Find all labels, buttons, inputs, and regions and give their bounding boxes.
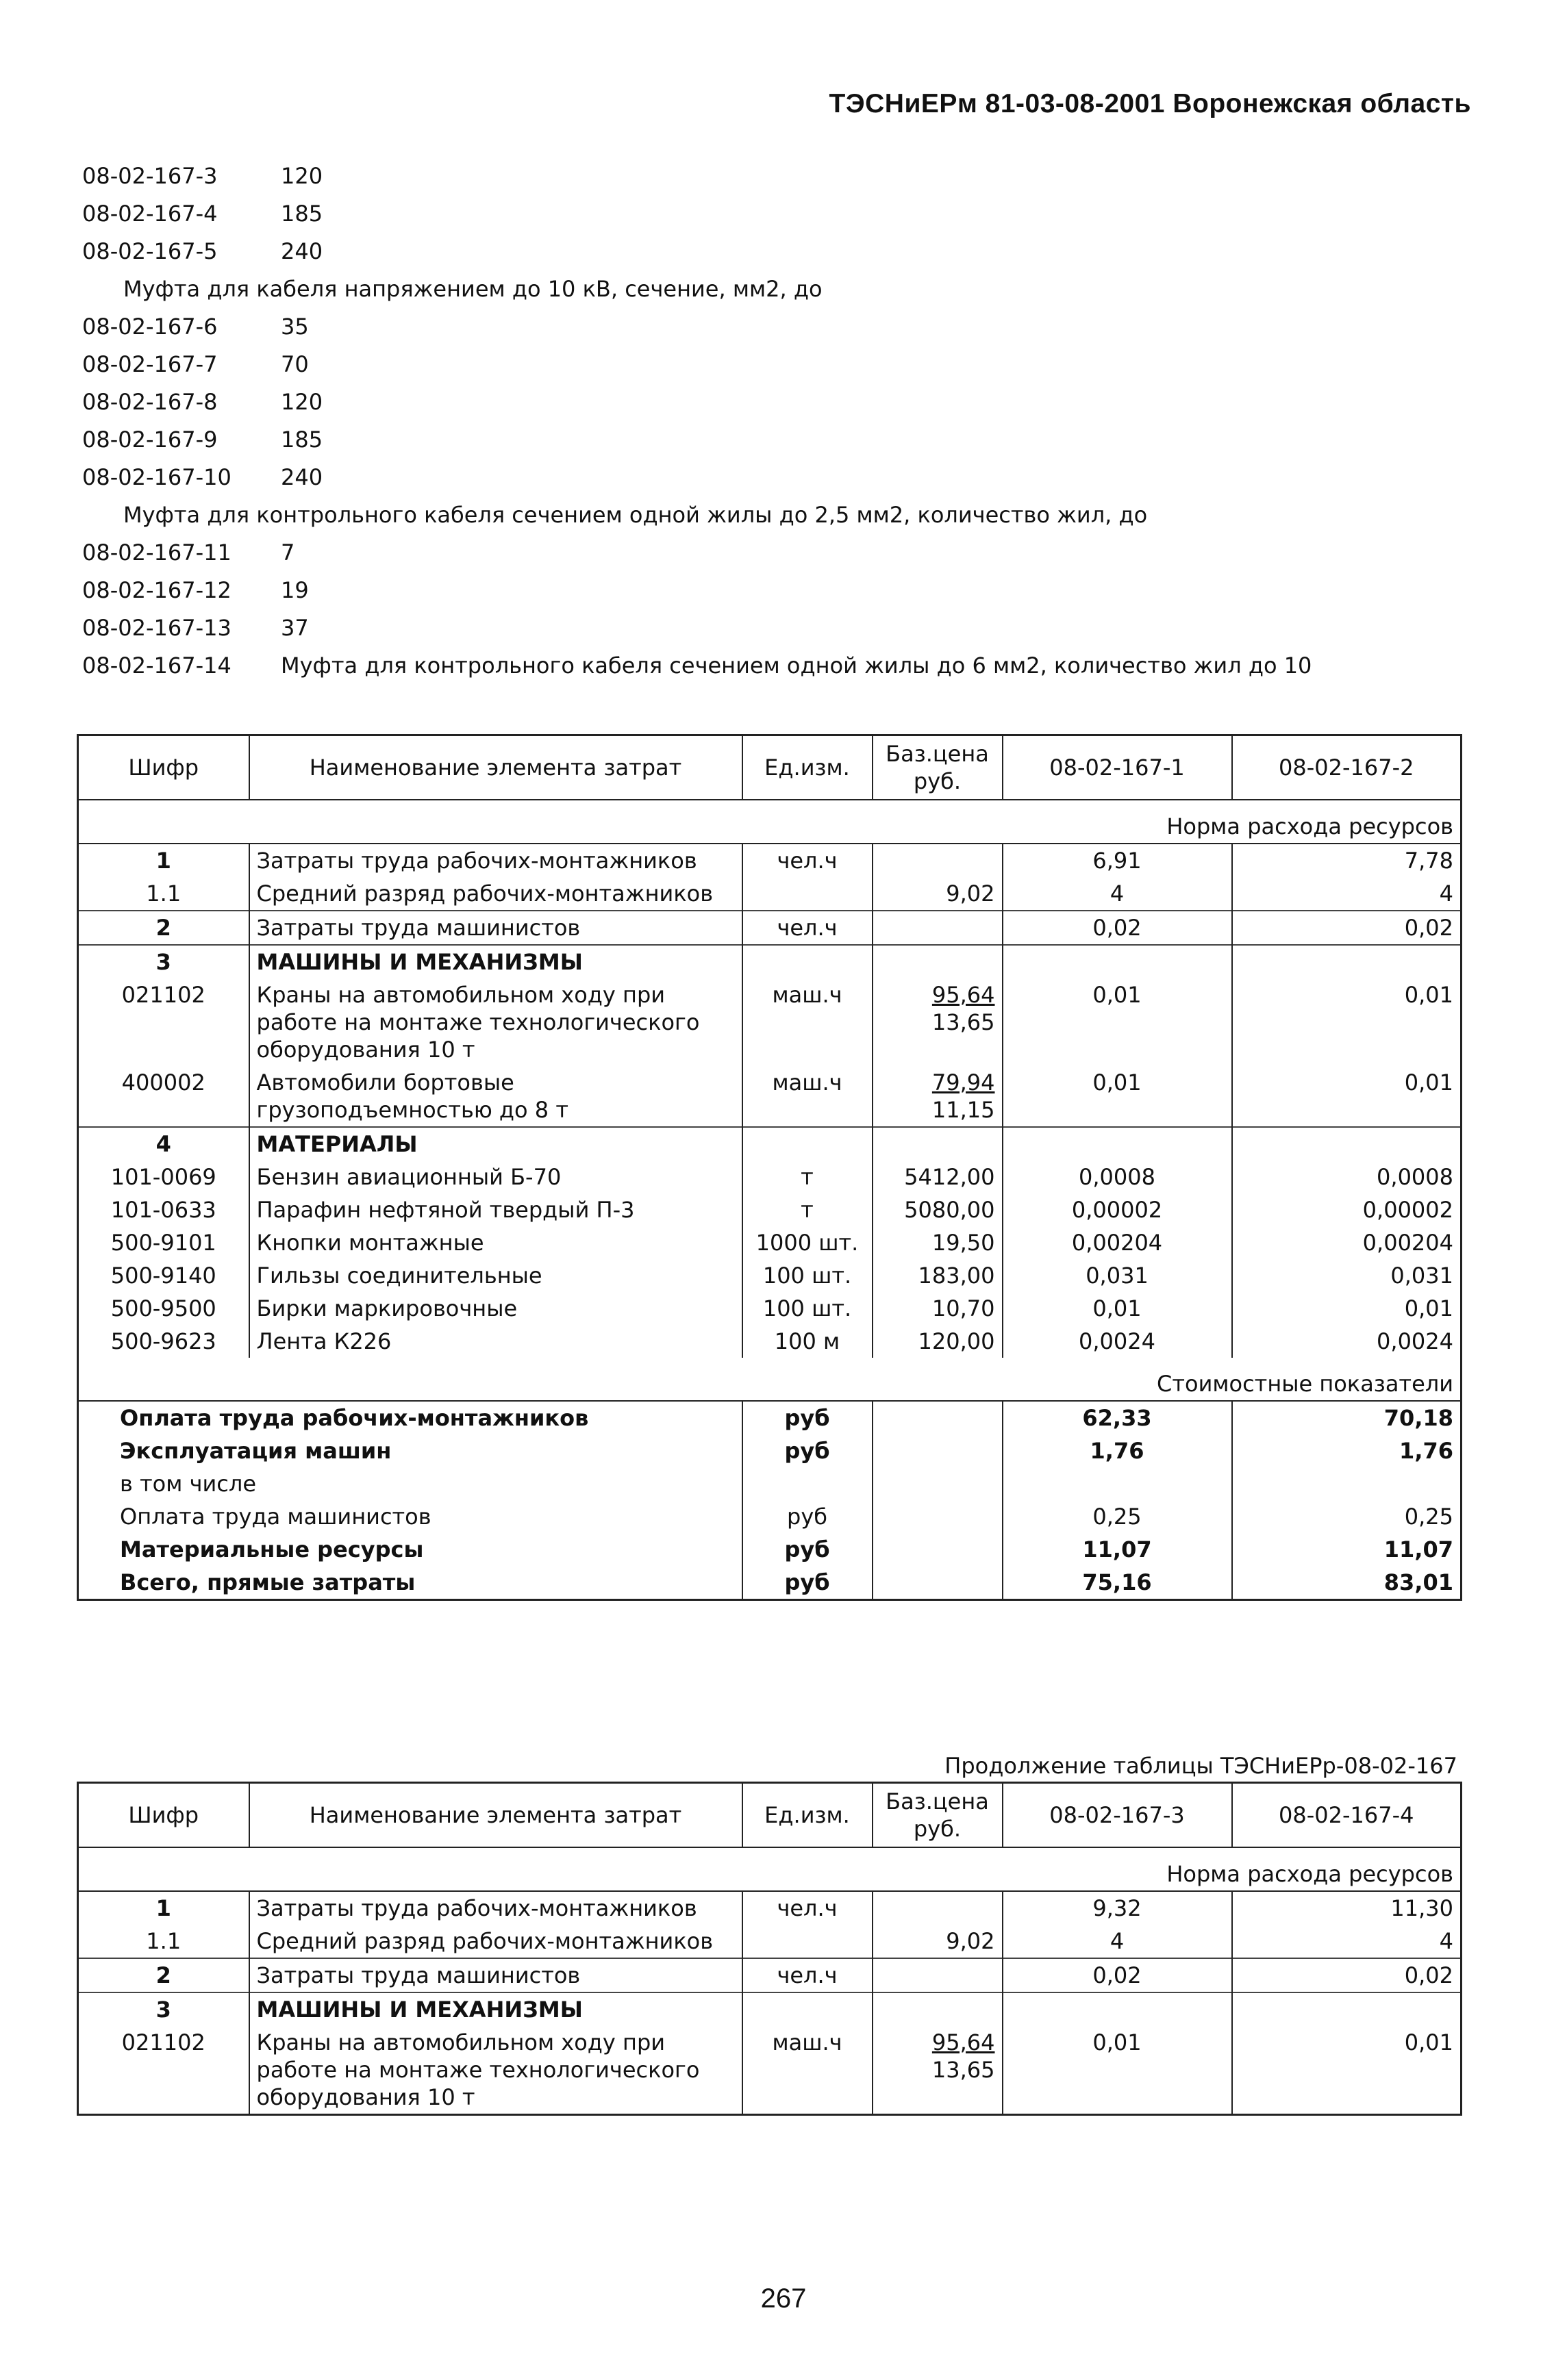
row-value-2 <box>1232 1127 1462 1161</box>
col-code-1: 08-02-167-3 <box>1003 1783 1232 1848</box>
row-cipher: 1.1 <box>146 881 181 907</box>
row-value-2: 0,01 <box>1232 978 1462 1066</box>
cost-name: Материальные ресурсы <box>120 1536 424 1562</box>
price-wage: 13,65 <box>931 1009 995 1035</box>
row-value-1: 0,031 <box>1003 1259 1232 1292</box>
code-line <box>82 201 323 227</box>
code-value: 185 <box>281 427 323 453</box>
row-unit <box>742 1992 873 2026</box>
col-name: Наименование элемента затрат <box>249 735 742 800</box>
row-unit <box>742 1925 873 1958</box>
col-price: Баз.цена руб. <box>873 735 1003 800</box>
table-row <box>78 1226 1462 1259</box>
row-value-1: 0,0024 <box>1003 1325 1232 1358</box>
code-value: 37 <box>281 615 309 641</box>
row-value-1: 4 <box>1003 877 1232 911</box>
row-unit: чел.ч <box>742 1958 873 1992</box>
row-price: 9,02 <box>873 877 1003 911</box>
row-value-1: 0,02 <box>1003 911 1232 945</box>
resource-table-2 <box>77 1782 1462 2116</box>
table-row <box>78 1292 1462 1325</box>
row-value-2: 11,30 <box>1232 1891 1462 1925</box>
row-name: Краны на автомобильном ходу при работе на монтаже технологического оборудования 10 т <box>249 2026 742 2115</box>
row-value-1 <box>1003 1127 1232 1161</box>
code: 08-02-167-11 <box>82 540 231 566</box>
row-name: Затраты труда машинистов <box>249 911 742 945</box>
cost-price <box>873 1500 1003 1533</box>
row-cipher: 2 <box>78 1958 249 1992</box>
row-cipher: 101-0069 <box>110 1164 216 1190</box>
cost-value-2: 83,01 <box>1232 1566 1462 1600</box>
code: 08-02-167-13 <box>82 615 231 641</box>
cost-label: Стоимостные показатели <box>78 1358 1462 1401</box>
row-name: Средний разряд рабочих-монтажников <box>249 1925 742 1958</box>
code-value: 120 <box>281 389 323 415</box>
row-price <box>873 945 1003 978</box>
cost-row <box>78 1434 1462 1467</box>
table-row <box>78 1992 1462 2026</box>
norm-label: Норма расхода ресурсов <box>78 800 1462 844</box>
price-wage: 11,15 <box>931 1097 995 1123</box>
code-line <box>82 427 323 453</box>
row-unit: 1000 шт. <box>742 1226 873 1259</box>
code-line <box>123 502 1147 528</box>
code-line <box>82 389 323 415</box>
row-cipher: 2 <box>78 911 249 945</box>
cost-value-1: 1,76 <box>1003 1434 1232 1467</box>
row-cipher: 500-9500 <box>110 1295 216 1321</box>
cost-value-1 <box>1003 1467 1232 1500</box>
row-name: Затраты труда рабочих-монтажников <box>249 844 742 877</box>
row-cipher: 101-0633 <box>110 1197 216 1223</box>
row-cipher: 500-9140 <box>110 1263 216 1289</box>
cost-price <box>873 1401 1003 1434</box>
price-total: 95,64 <box>931 2029 995 2055</box>
row-value-1: 0,01 <box>1003 2026 1232 2115</box>
cost-name: в том числе <box>120 1471 256 1497</box>
code-value: 240 <box>281 464 323 490</box>
code-line <box>82 615 309 641</box>
col-unit: Ед.изм. <box>742 735 873 800</box>
cost-row <box>78 1401 1462 1434</box>
row-name: Затраты труда машинистов <box>249 1958 742 1992</box>
cost-unit: руб <box>742 1533 873 1566</box>
row-price: 5412,00 <box>873 1161 1003 1193</box>
row-name: МАШИНЫ И МЕХАНИЗМЫ <box>249 1992 742 2026</box>
row-name: Гильзы соединительные <box>249 1259 742 1292</box>
col-code-2: 08-02-167-2 <box>1232 735 1462 800</box>
table-row <box>78 945 1462 978</box>
col-cipher: Шифр <box>78 1783 249 1848</box>
row-name: МАШИНЫ И МЕХАНИЗМЫ <box>249 945 742 978</box>
row-price: 19,50 <box>873 1226 1003 1259</box>
row-value-2: 0,02 <box>1232 1958 1462 1992</box>
row-value-1: 0,00204 <box>1003 1226 1232 1259</box>
row-value-1 <box>1003 945 1232 978</box>
cost-value-1: 11,07 <box>1003 1533 1232 1566</box>
row-value-2: 4 <box>1232 1925 1462 1958</box>
row-unit: маш.ч <box>742 978 873 1066</box>
row-value-1: 0,02 <box>1003 1958 1232 1992</box>
cost-name: Оплата труда машинистов <box>120 1504 431 1530</box>
cost-unit: руб <box>742 1500 873 1533</box>
row-price: 9,02 <box>873 1925 1003 1958</box>
row-value-1: 6,91 <box>1003 844 1232 877</box>
cost-value-2: 1,76 <box>1232 1434 1462 1467</box>
price-wage: 13,65 <box>931 2057 995 2083</box>
row-value-2: 4 <box>1232 877 1462 911</box>
cost-unit: руб <box>742 1434 873 1467</box>
cost-name: Всего, прямые затраты <box>120 1569 416 1595</box>
row-cipher: 1 <box>155 848 171 874</box>
row-name: Бирки маркировочные <box>249 1292 742 1325</box>
code-line <box>82 163 323 189</box>
row-price: 5080,00 <box>873 1193 1003 1226</box>
code: 08-02-167-6 <box>82 314 218 340</box>
code-value: 35 <box>281 314 309 340</box>
cost-unit: руб <box>742 1401 873 1434</box>
row-value-2: 0,01 <box>1232 1292 1462 1325</box>
row-name: Средний разряд рабочих-монтажников <box>249 877 742 911</box>
cost-label-row <box>78 1358 1462 1401</box>
row-unit: чел.ч <box>742 1891 873 1925</box>
code: 08-02-167-8 <box>82 389 218 415</box>
code-line <box>82 464 323 490</box>
row-value-1 <box>1003 1992 1232 2026</box>
row-value-1: 9,32 <box>1003 1891 1232 1925</box>
cost-value-2: 11,07 <box>1232 1533 1462 1566</box>
row-price <box>873 1066 1003 1127</box>
row-cipher: 500-9101 <box>110 1230 216 1256</box>
row-price: 183,00 <box>873 1259 1003 1292</box>
col-code-1: 08-02-167-1 <box>1003 735 1232 800</box>
cost-unit: руб <box>742 1566 873 1600</box>
col-price: Баз.цена руб. <box>873 1783 1003 1848</box>
row-name: Лента К226 <box>249 1325 742 1358</box>
code-value: 185 <box>281 201 323 227</box>
row-price <box>873 1127 1003 1161</box>
code: 08-02-167-7 <box>82 351 218 377</box>
row-name: Кнопки монтажные <box>249 1226 742 1259</box>
table-header-row <box>78 1783 1462 1848</box>
row-cipher: 3 <box>78 945 249 978</box>
price-total: 95,64 <box>931 982 995 1008</box>
cost-name: Оплата труда рабочих-монтажников <box>120 1405 589 1431</box>
cost-value-1: 75,16 <box>1003 1566 1232 1600</box>
code-value: 19 <box>281 577 309 603</box>
row-name: Парафин нефтяной твердый П-3 <box>249 1193 742 1226</box>
table-row <box>78 1259 1462 1292</box>
code-value: 7 <box>281 540 295 566</box>
row-cipher: 400002 <box>121 1069 205 1096</box>
table-row <box>78 1066 1462 1127</box>
row-price <box>873 1958 1003 1992</box>
row-unit: 100 шт. <box>742 1292 873 1325</box>
table-row <box>78 1127 1462 1161</box>
cost-name: Эксплуатация машин <box>120 1438 392 1464</box>
row-cipher: 1.1 <box>146 1928 181 1954</box>
col-name: Наименование элемента затрат <box>249 1783 742 1848</box>
norm-label-row <box>78 1847 1462 1891</box>
cost-value-2: 0,25 <box>1232 1500 1462 1533</box>
code-value: 70 <box>281 351 309 377</box>
document-header: ТЭСНиЕРм 81-03-08-2001 Воронежская область <box>829 89 1471 118</box>
row-unit <box>742 1127 873 1161</box>
code-value: Муфта для контрольного кабеля сечением одной жилы до 6 мм2, количество жил до 10 <box>281 653 1312 679</box>
row-value-2: 7,78 <box>1232 844 1462 877</box>
table-row <box>78 1891 1462 1925</box>
price-total: 79,94 <box>931 1069 995 1096</box>
cost-value-2 <box>1232 1467 1462 1500</box>
row-unit: маш.ч <box>742 2026 873 2115</box>
cost-price <box>873 1467 1003 1500</box>
code-value: 120 <box>281 163 323 189</box>
code: 08-02-167-3 <box>82 163 218 189</box>
cost-unit <box>742 1467 873 1500</box>
row-unit: чел.ч <box>742 911 873 945</box>
norm-label-row <box>78 800 1462 844</box>
table-row <box>78 1958 1462 1992</box>
table-row <box>78 844 1462 877</box>
row-cipher: 021102 <box>121 982 205 1008</box>
row-value-2: 0,01 <box>1232 2026 1462 2115</box>
row-unit <box>742 945 873 978</box>
row-value-2: 0,00002 <box>1232 1193 1462 1226</box>
row-name: Краны на автомобильном ходу при работе на монтаже технологического оборудования 10 т <box>249 978 742 1066</box>
table-row <box>78 2026 1462 2115</box>
table-caption: Продолжение таблицы ТЭСНиЕРр-08-02-167 <box>944 1753 1457 1779</box>
code-line <box>82 314 309 340</box>
row-value-1: 0,00002 <box>1003 1193 1232 1226</box>
row-value-2: 0,02 <box>1232 911 1462 945</box>
row-value-2: 0,00204 <box>1232 1226 1462 1259</box>
table-row <box>78 877 1462 911</box>
row-value-2: 0,031 <box>1232 1259 1462 1292</box>
page-number: 267 <box>760 2283 807 2314</box>
row-cipher: 4 <box>78 1127 249 1161</box>
row-price: 10,70 <box>873 1292 1003 1325</box>
norm-label: Норма расхода ресурсов <box>78 1847 1462 1891</box>
row-value-2 <box>1232 1992 1462 2026</box>
code-line <box>82 351 309 377</box>
row-unit: 100 м <box>742 1325 873 1358</box>
cost-row <box>78 1533 1462 1566</box>
code: 08-02-167-4 <box>82 201 218 227</box>
row-name: Затраты труда рабочих-монтажников <box>249 1891 742 1925</box>
row-price <box>873 1891 1003 1925</box>
code-line <box>82 238 323 264</box>
row-price <box>873 911 1003 945</box>
cost-price <box>873 1566 1003 1600</box>
table-row <box>78 911 1462 945</box>
row-value-1: 0,01 <box>1003 978 1232 1066</box>
code-value: Муфта для кабеля напряжением до 10 кВ, сечение, мм2, до <box>123 276 823 302</box>
row-cipher: 3 <box>78 1992 249 2026</box>
cost-value-1: 0,25 <box>1003 1500 1232 1533</box>
col-unit: Ед.изм. <box>742 1783 873 1848</box>
cost-row <box>78 1566 1462 1600</box>
row-unit: чел.ч <box>742 844 873 877</box>
cost-value-1: 62,33 <box>1003 1401 1232 1434</box>
cost-price <box>873 1434 1003 1467</box>
code-value: 240 <box>281 238 323 264</box>
row-unit: т <box>742 1193 873 1226</box>
row-value-2: 0,0008 <box>1232 1161 1462 1193</box>
table-row <box>78 1161 1462 1193</box>
code-line <box>82 577 309 603</box>
table-header-row <box>78 735 1462 800</box>
col-code-2: 08-02-167-4 <box>1232 1783 1462 1848</box>
cost-row <box>78 1467 1462 1500</box>
table-row <box>78 1925 1462 1958</box>
row-price <box>873 978 1003 1066</box>
row-value-2: 0,01 <box>1232 1066 1462 1127</box>
cost-price <box>873 1533 1003 1566</box>
row-name: МАТЕРИАЛЫ <box>249 1127 742 1161</box>
cost-row <box>78 1500 1462 1533</box>
code-line <box>82 540 294 566</box>
table-row <box>78 978 1462 1066</box>
col-cipher: Шифр <box>78 735 249 800</box>
code: 08-02-167-12 <box>82 577 231 603</box>
row-cipher: 021102 <box>121 2029 205 2055</box>
cost-value-2: 70,18 <box>1232 1401 1462 1434</box>
table-row <box>78 1193 1462 1226</box>
row-unit: маш.ч <box>742 1066 873 1127</box>
row-cipher: 500-9623 <box>110 1328 216 1354</box>
row-value-1: 4 <box>1003 1925 1232 1958</box>
code-value: Муфта для контрольного кабеля сечением одной жилы до 2,5 мм2, количество жил, до <box>123 502 1148 528</box>
row-price <box>873 1992 1003 2026</box>
row-value-1: 0,0008 <box>1003 1161 1232 1193</box>
row-cipher: 1 <box>155 1895 171 1921</box>
row-value-2: 0,0024 <box>1232 1325 1462 1358</box>
code: 08-02-167-9 <box>82 427 218 453</box>
row-value-1: 0,01 <box>1003 1066 1232 1127</box>
row-name: Автомобили бортовые грузоподъемностью до 8 т <box>249 1066 742 1127</box>
row-price: 120,00 <box>873 1325 1003 1358</box>
row-value-1: 0,01 <box>1003 1292 1232 1325</box>
code-line <box>82 653 1312 679</box>
row-price <box>873 844 1003 877</box>
row-unit <box>742 877 873 911</box>
code-line <box>123 276 823 302</box>
row-name: Бензин авиационный Б-70 <box>249 1161 742 1193</box>
resource-table-1 <box>77 734 1462 1601</box>
code: 08-02-167-10 <box>82 464 231 490</box>
code: 08-02-167-14 <box>82 653 231 679</box>
row-price <box>873 2026 1003 2115</box>
table-row <box>78 1325 1462 1358</box>
row-value-2 <box>1232 945 1462 978</box>
row-unit: т <box>742 1161 873 1193</box>
row-unit: 100 шт. <box>742 1259 873 1292</box>
code: 08-02-167-5 <box>82 238 218 264</box>
